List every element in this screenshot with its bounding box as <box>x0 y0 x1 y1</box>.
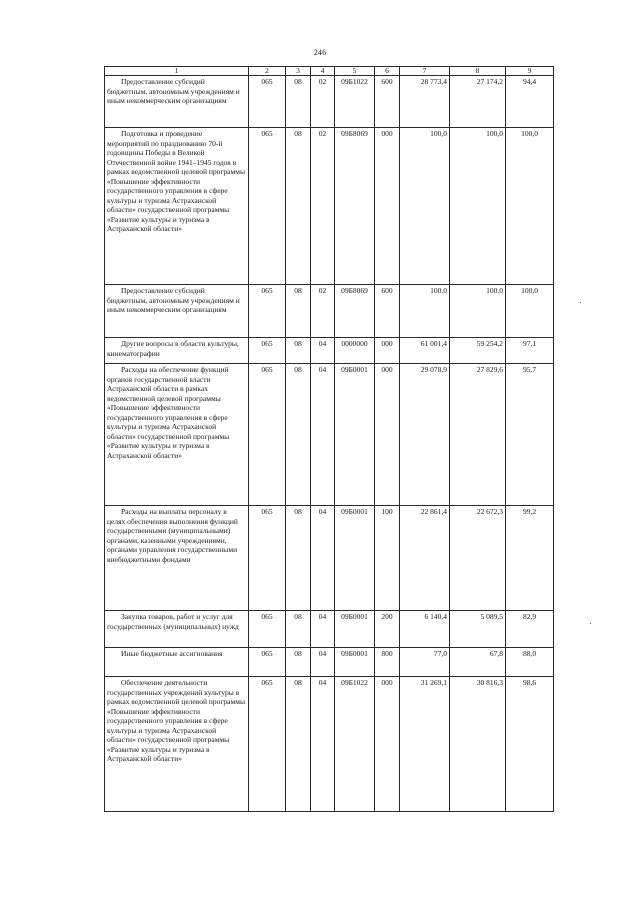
column-number: 6 <box>375 67 400 76</box>
section-code-cell: 08 <box>286 648 311 677</box>
approved-amount-cell: 29 078,9 <box>400 364 450 506</box>
target-item-cell: 09Б1022 <box>335 76 375 128</box>
section-code-cell: 08 <box>286 611 311 648</box>
expense-type-cell: 100 <box>375 506 400 611</box>
execution-percent-cell: 100,0 <box>506 285 554 338</box>
expense-name-cell <box>105 506 249 611</box>
target-item-cell: 09Б1022 <box>335 677 375 812</box>
section-code-cell: 08 <box>286 677 311 812</box>
column-number: 8 <box>450 67 506 76</box>
table-row <box>105 128 554 285</box>
subsection-code-cell: 02 <box>311 285 335 338</box>
column-number-row <box>105 67 554 76</box>
expense-name-cell <box>105 648 249 677</box>
section-code-cell: 08 <box>286 285 311 338</box>
column-number: 9 <box>506 67 554 76</box>
expense-name-cell <box>105 285 249 338</box>
ministry-code-cell: 065 <box>249 76 286 128</box>
target-item-cell: 09Б8069 <box>335 285 375 338</box>
subsection-code-cell: 04 <box>311 338 335 364</box>
execution-percent-cell: 94,4 <box>506 76 554 128</box>
subsection-code-cell: 04 <box>311 648 335 677</box>
expense-name: Расходы на обеспечение функций органов государственной власти Астраханской области в рамках ведомственной целевой программы «Повышение эффективности государственного управления в сфере культуры и туризма Астраханской области» государственной программы «Развитие культуры и туризма в Астраханской области» <box>107 365 230 460</box>
approved-amount-cell: 61 001,4 <box>400 338 450 364</box>
approved-amount-cell: 100,0 <box>400 128 450 285</box>
ministry-code-cell: 065 <box>249 677 286 812</box>
ministry-code-cell: 065 <box>249 611 286 648</box>
executed-amount-cell: 67,8 <box>450 648 506 677</box>
execution-percent-cell: 88,0 <box>506 648 554 677</box>
ministry-code-cell: 065 <box>249 285 286 338</box>
execution-percent-cell: 97,1 <box>506 338 554 364</box>
table-row <box>105 611 554 648</box>
budget-table <box>104 66 554 812</box>
approved-amount-cell: 28 773,4 <box>400 76 450 128</box>
executed-amount-cell: 100,0 <box>450 128 506 285</box>
approved-amount-cell: 6 140,4 <box>400 611 450 648</box>
target-item-cell: 09Б0001 <box>335 364 375 506</box>
expense-name-cell <box>105 677 249 812</box>
expense-type-cell: 600 <box>375 285 400 338</box>
section-code-cell: 08 <box>286 364 311 506</box>
table-row <box>105 364 554 506</box>
expense-name: Подготовка и проведение мероприятий по празднованию 70-й годовщины Победы в Великой Отечественной войне 1941–1945 годов в рамках ведомственной целевой программы «Повышение эффективности государственного управления в сфере культуры и туризма Астраханской области» государственной программы «Развитие культуры и туризма в Астраханской области» <box>107 129 246 233</box>
expense-type-cell: 200 <box>375 611 400 648</box>
approved-amount-cell: 77,0 <box>400 648 450 677</box>
subsection-code-cell: 02 <box>311 128 335 285</box>
page-number: 246 <box>313 48 327 57</box>
scan-speck <box>590 623 591 624</box>
subsection-code-cell: 04 <box>311 611 335 648</box>
executed-amount-cell: 5 089,5 <box>450 611 506 648</box>
expense-name-cell <box>105 364 249 506</box>
subsection-code-cell: 04 <box>311 677 335 812</box>
expense-type-cell: 600 <box>375 76 400 128</box>
ministry-code-cell: 065 <box>249 506 286 611</box>
section-code-cell: 08 <box>286 338 311 364</box>
subsection-code-cell: 04 <box>311 506 335 611</box>
execution-percent-cell: 95,7 <box>506 364 554 506</box>
expense-type-cell: 000 <box>375 677 400 812</box>
ministry-code-cell: 065 <box>249 338 286 364</box>
execution-percent-cell: 82,9 <box>506 611 554 648</box>
expense-type-cell: 000 <box>375 338 400 364</box>
approved-amount-cell: 31 269,1 <box>400 677 450 812</box>
column-number: 7 <box>400 67 450 76</box>
expense-name: Закупка товаров, работ и услуг для государственных (муниципальных) нужд <box>107 612 239 631</box>
expense-name: Иные бюджетные ассигнования <box>121 649 223 658</box>
execution-percent-cell: 99,2 <box>506 506 554 611</box>
ministry-code-cell: 065 <box>249 364 286 506</box>
expense-name: Расходы на выплаты персоналу в целях обеспечения выполнения функций государственными (муниципальными) органами, казенными учреждениями, органами управления государственными внебюджетными фондами <box>107 507 238 564</box>
table-row <box>105 648 554 677</box>
column-number: 2 <box>249 67 286 76</box>
target-item-cell: 09Б0001 <box>335 648 375 677</box>
target-item-cell: 09Б0001 <box>335 506 375 611</box>
target-item-cell: 09Б8069 <box>335 128 375 285</box>
scan-speck <box>580 302 581 303</box>
column-number: 4 <box>311 67 335 76</box>
executed-amount-cell: 27 174,2 <box>450 76 506 128</box>
expense-type-cell: 000 <box>375 128 400 285</box>
expense-name: Другие вопросы в области культуры, кинематографии <box>107 339 239 358</box>
expense-type-cell: 000 <box>375 364 400 506</box>
approved-amount-cell: 100,0 <box>400 285 450 338</box>
expense-name: Предоставление субсидий бюджетным, автономным учреждениям и иным некоммерческим организациям <box>107 77 240 105</box>
table-row <box>105 76 554 128</box>
column-number: 1 <box>105 67 249 76</box>
expense-name: Обеспечение деятельности государственных учреждений культуры в рамках ведомственной целевой программы «Повышение эффективности государственного управления в сфере культуры и туризма Астраханской области» государственной программы «Развитие культуры и туризма в Астраханской области» <box>107 678 246 763</box>
expense-type-cell: 800 <box>375 648 400 677</box>
expense-name: Предоставление субсидий бюджетным, автономным учреждениям и иным некоммерческим организациям <box>107 286 240 314</box>
executed-amount-cell: 30 816,3 <box>450 677 506 812</box>
ministry-code-cell: 065 <box>249 648 286 677</box>
execution-percent-cell: 98,6 <box>506 677 554 812</box>
expense-name-cell <box>105 128 249 285</box>
expense-name-cell <box>105 338 249 364</box>
ministry-code-cell: 065 <box>249 128 286 285</box>
table-row <box>105 338 554 364</box>
executed-amount-cell: 22 672,3 <box>450 506 506 611</box>
executed-amount-cell: 100,0 <box>450 285 506 338</box>
section-code-cell: 08 <box>286 506 311 611</box>
execution-percent-cell: 100,0 <box>506 128 554 285</box>
column-number: 5 <box>335 67 375 76</box>
executed-amount-cell: 27 829,6 <box>450 364 506 506</box>
section-code-cell: 08 <box>286 128 311 285</box>
target-item-cell: 09Б0001 <box>335 611 375 648</box>
table-row <box>105 677 554 812</box>
expense-name-cell <box>105 611 249 648</box>
table-row <box>105 506 554 611</box>
expense-name-cell <box>105 76 249 128</box>
subsection-code-cell: 02 <box>311 76 335 128</box>
executed-amount-cell: 59 254,2 <box>450 338 506 364</box>
target-item-cell: 0000000 <box>335 338 375 364</box>
approved-amount-cell: 22 861,4 <box>400 506 450 611</box>
section-code-cell: 08 <box>286 76 311 128</box>
column-number: 3 <box>286 67 311 76</box>
subsection-code-cell: 04 <box>311 364 335 506</box>
table-row <box>105 285 554 338</box>
